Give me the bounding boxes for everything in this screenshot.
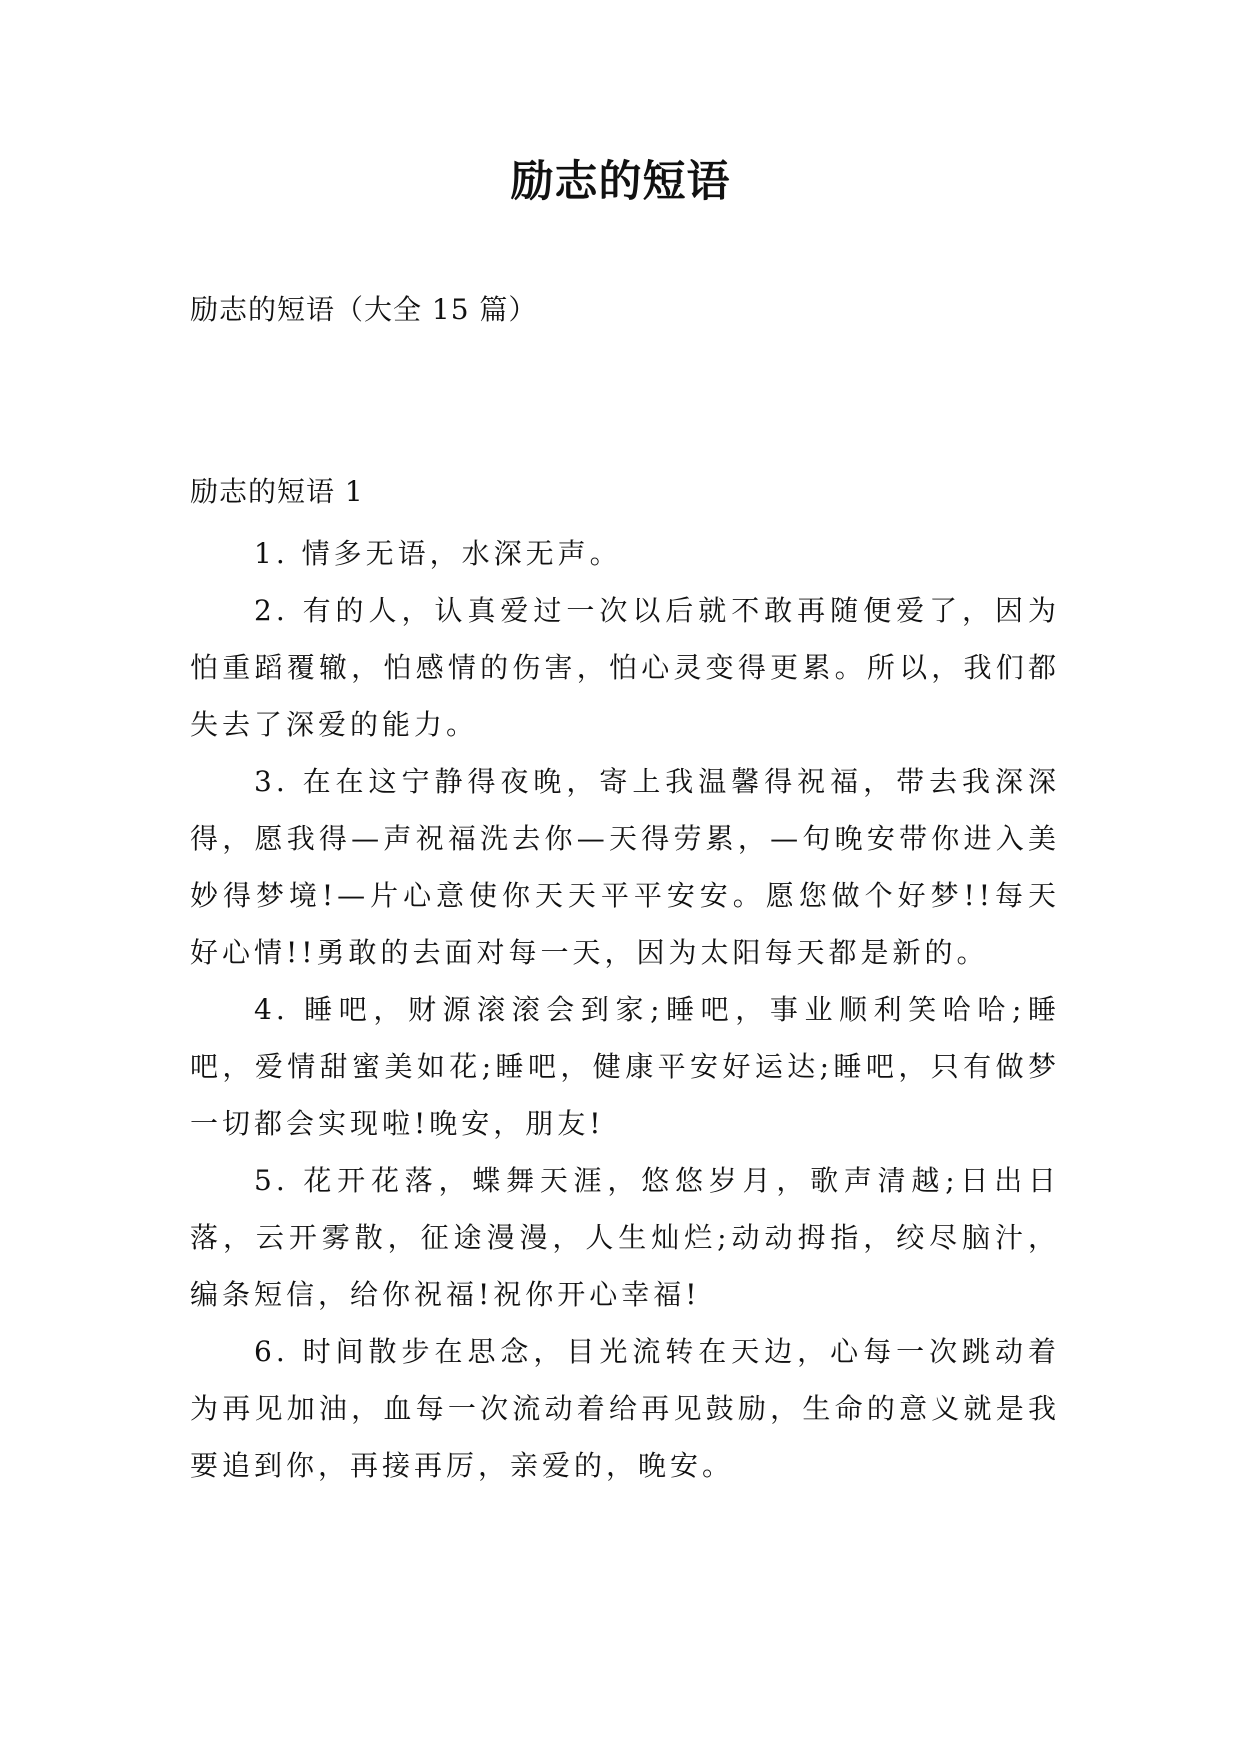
paragraph-6: 6. 时间散步在思念，目光流转在天边，心每一次跳动着为再见加油，血每一次流动着给再见鼓励，生命的意义就是我要追到你，再接再厉，亲爱的，晚安。	[190, 1335, 1060, 1482]
paragraph-2: 2. 有的人，认真爱过一次以后就不敢再随便爱了，因为怕重蹈覆辙，怕感情的伤害，怕心灵变得更累。所以，我们都失去了深爱的能力。	[190, 594, 1060, 741]
section-heading: 励志的短语 1	[190, 475, 364, 508]
document-subtitle: 励志的短语（大全 15 篇）	[190, 293, 538, 326]
paragraph-4: 4. 睡吧，财源滚滚会到家;睡吧，事业顺利笑哈哈;睡吧，爱情甜蜜美如花;睡吧，健康平安好运达;睡吧，只有做梦一切都会实现啦!晚安，朋友!	[190, 993, 1060, 1140]
document-title: 励志的短语	[510, 157, 731, 207]
paragraph-3: 3. 在在这宁静得夜晚，寄上我温馨得祝福，带去我深深得，愿我得—声祝福洗去你—天得劳累，—句晚安带你进入美妙得梦境!—片心意使你天天平平安安。愿您做个好梦!!每天好心情!!勇敢的去面对每一天，因为太阳每天都是新的。	[190, 765, 1060, 969]
paragraph-1: 1. 情多无语，水深无声。	[254, 537, 622, 570]
paragraph-5: 5. 花开花落，蝶舞天涯，悠悠岁月，歌声清越;日出日落，云开雾散，征途漫漫，人生灿烂;动动拇指，绞尽脑汁，编条短信，给你祝福!祝你开心幸福!	[190, 1164, 1060, 1311]
document-body	[190, 525, 1060, 1494]
